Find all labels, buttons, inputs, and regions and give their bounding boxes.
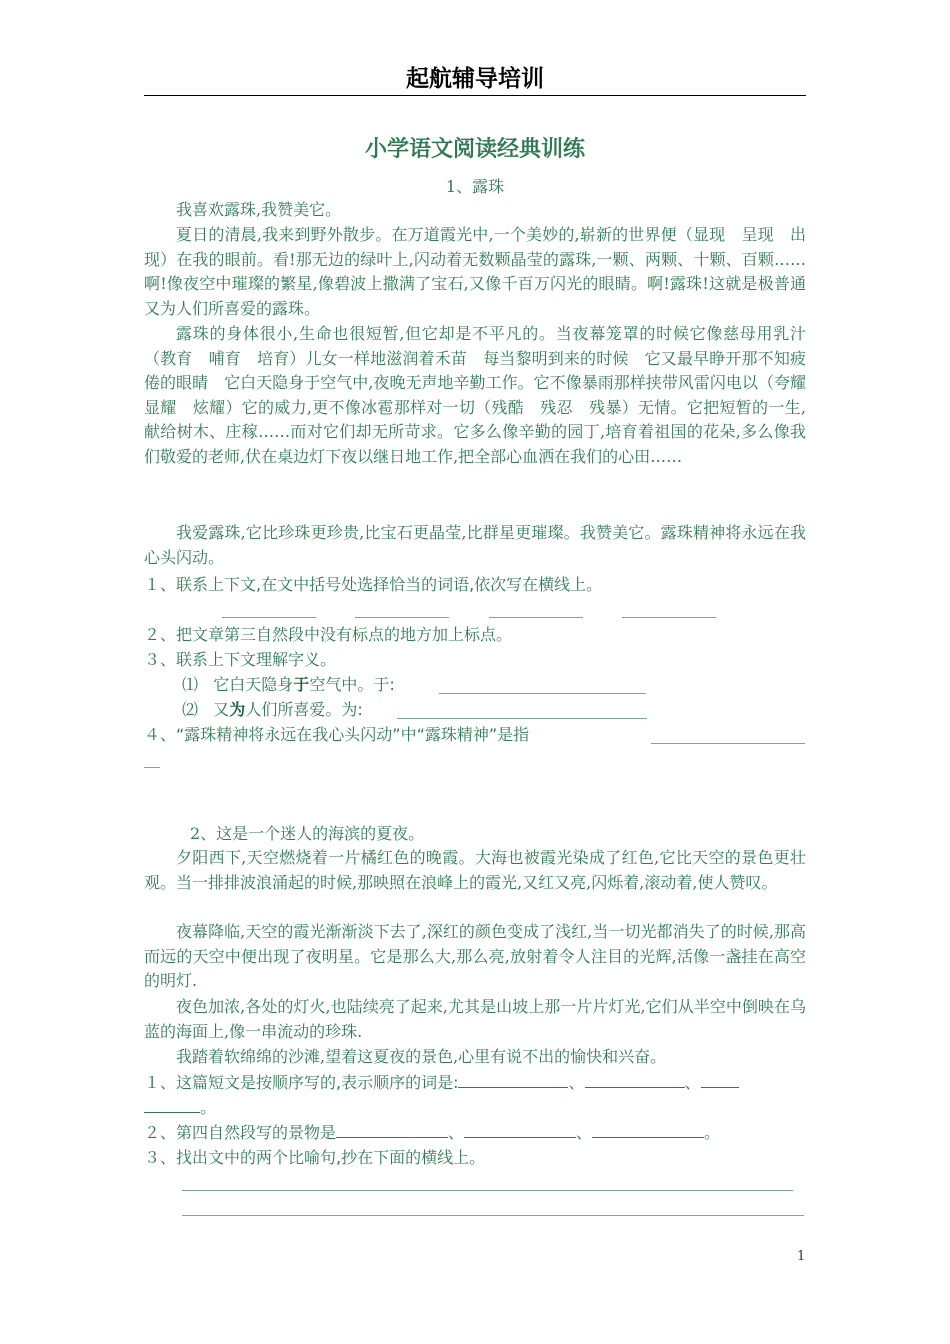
s1-question-3: ３、联系上下文理解字义。 — [144, 650, 337, 669]
answer-line-2[interactable] — [182, 1215, 804, 1216]
answer-blank[interactable] — [701, 1071, 739, 1088]
question-text: ２、第四自然段写的景物是 — [144, 1123, 337, 1142]
answer-blank[interactable] — [336, 1121, 448, 1138]
s1-paragraph-2: 夏日的清晨,我来到野外散步。在万道霞光中,一个美妙的,崭新的世界便（显现 呈现 出现）在我的眼前。看!那无边的绿叶上,闪动着无数颗晶莹的露珠,一颗、两颗、十颗、百颗……啊!像夜空中璀璨的繁星,像碧波上撒满了宝石,又像千百万闪光的眼睛。啊!露珠!这就是极普通又为人们所喜爱的露珠。 — [144, 225, 806, 318]
section-1-heading: 1、露珠 — [445, 177, 505, 196]
sub-number: ⑴ — [182, 675, 199, 694]
s2-paragraph-3: 夜色加浓,各处的灯火,也陆续亮了起来,尤其是山坡上那一片片灯光,它们从半空中倒映在乌蓝的海面上,像一串流动的珍珠. — [144, 997, 806, 1041]
s2-question-3: ３、找出文中的两个比喻句,抄在下面的横线上。 — [144, 1148, 486, 1167]
sub-text: 又 — [213, 700, 230, 719]
header-title: 起航辅导培训 — [406, 66, 544, 92]
sub-text: 人们所喜爱。为: — [245, 700, 363, 719]
answer-blank[interactable] — [585, 1071, 685, 1088]
sub-text: 空气中。于: — [309, 675, 395, 694]
s2-paragraph-2: 夜幕降临,天空的霞光渐渐淡下去了,深红的颜色变成了浅红,当一切光都消失了的时候,那高而远的天空中便出现了夜明星。它是那么大,那么亮,放射着令人注目的光辉,活像一盏挂在高空的明灯. — [144, 922, 806, 990]
answer-blank-1[interactable] — [222, 617, 316, 618]
answer-line-1[interactable] — [182, 1190, 793, 1191]
period: 。 — [200, 1098, 217, 1117]
page-header — [144, 64, 806, 96]
answer-blank-q3a[interactable] — [439, 693, 646, 694]
answer-blank[interactable] — [458, 1071, 568, 1088]
section-2-heading: 2、这是一个迷人的海滨的夏夜。 — [190, 824, 425, 843]
separator: 、 — [568, 1073, 585, 1092]
answer-blank-2[interactable] — [355, 617, 449, 618]
s1-question-1: １、联系上下文,在文中括号处选择恰当的词语,依次写在横线上。 — [144, 575, 603, 594]
key-character: 于 — [293, 675, 310, 694]
period: 。 — [704, 1123, 721, 1142]
answer-blank[interactable] — [144, 1096, 200, 1113]
answer-blank-3[interactable] — [489, 617, 583, 618]
s1-question-2: ２、把文章第三自然段中没有标点的地方加上标点。 — [144, 625, 513, 644]
answer-blank-q3b[interactable] — [397, 718, 647, 719]
answer-blank[interactable] — [464, 1121, 576, 1138]
s2-paragraph-4: 我踏着软绵绵的沙滩,望着这夏夜的景色,心里有说不出的愉快和兴奋。 — [176, 1047, 667, 1066]
s1-paragraph-3: 露珠的身体很小,生命也很短暂,但它却是不平凡的。当夜幕笼罩的时候它像慈母用乳汁（教育 哺育 培育）儿女一样地滋润着禾苗 每当黎明到来的时候 它又最早睁开那不知疲倦的眼睛 它白天隐身于空气中,夜晚无声地辛勤工作。它不像暴雨那样挟带风雷闪电以（夸耀 显耀 炫耀）它的威力,更不像冰雹那样对一切（残酷 残忍 残暴）无情。它把短暂的一生,献给树木、庄稼……而对它们却无所苛求。它多么像辛勤的园丁,培育着祖国的花朵,多么像我们敬爱的老师,伏在桌边灯下夜以继日地工作,把全部心血洒在我们的心田…… — [144, 324, 823, 466]
separator: 、 — [448, 1123, 465, 1142]
s2-question-1 — [144, 1071, 739, 1095]
s1-question-4: ４、“露珠精神将永远在我心头闪动”中“露珠精神”是指 — [144, 725, 530, 744]
separator: 、 — [684, 1073, 701, 1092]
s2-question-2 — [144, 1121, 720, 1145]
s1-question-3b — [182, 698, 363, 722]
sub-text: 它白天隐身 — [213, 675, 294, 694]
answer-blank-q4[interactable] — [651, 743, 805, 744]
key-character: 为 — [229, 700, 246, 719]
s1-paragraph-1: 我喜欢露珠,我赞美它。 — [176, 200, 342, 219]
s1-question-3a — [182, 673, 395, 697]
answer-blank[interactable] — [592, 1121, 704, 1138]
question-text: １、这篇短文是按顺序写的,表示顺序的词是: — [144, 1073, 459, 1092]
s2-paragraph-1: 夕阳西下,天空燃烧着一片橘红色的晚霞。大海也被霞光染成了红色,它比天空的景色更壮观。当一排排波浪涌起的时候,那映照在浪峰上的霞光,又红又亮,闪烁着,滚动着,使人赞叹。 — [144, 848, 806, 892]
s2-question-1-cont — [144, 1096, 216, 1120]
separator: 、 — [576, 1123, 593, 1142]
answer-blank-4[interactable] — [622, 617, 716, 618]
s1-paragraph-4: 我爱露珠,它比珍珠更珍贵,比宝石更晶莹,比群星更璀璨。我赞美它。露珠精神将永远在我心头闪动。 — [144, 523, 806, 567]
document-title: 小学语文阅读经典训练 — [364, 137, 585, 162]
page-number: 1 — [797, 1249, 806, 1264]
answer-blank-q4-cont[interactable] — [144, 767, 160, 768]
sub-number: ⑵ — [182, 700, 199, 719]
